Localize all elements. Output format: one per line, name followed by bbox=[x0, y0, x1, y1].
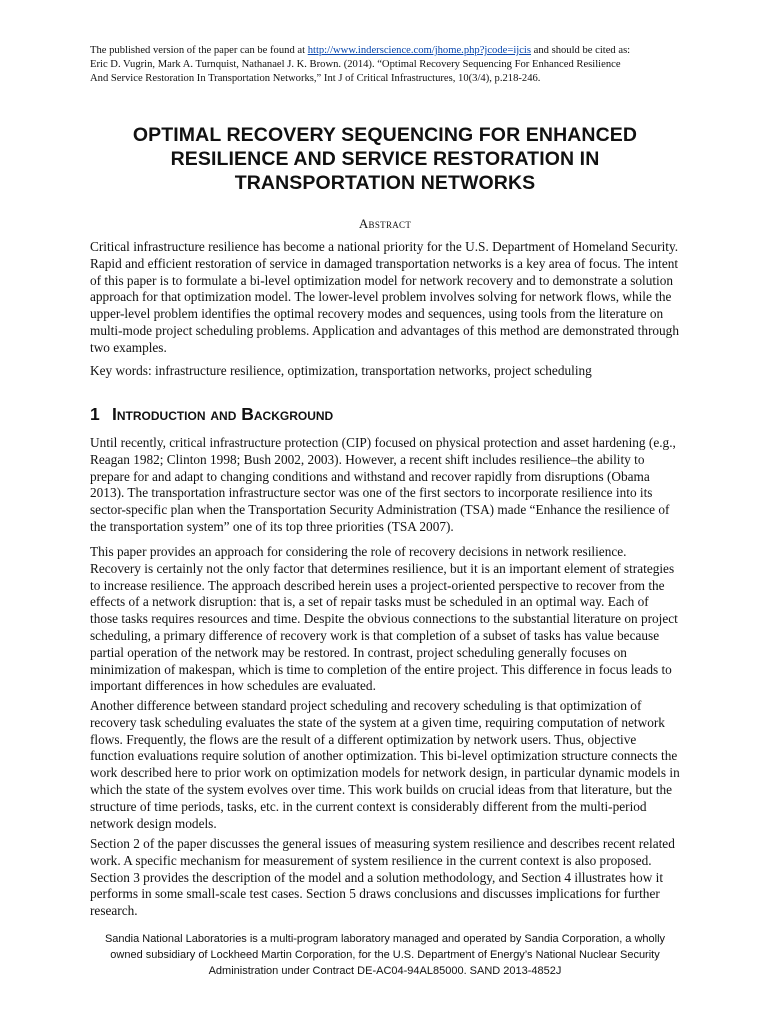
section-number: 1 bbox=[90, 404, 100, 424]
footer-line-1: Sandia National Laboratories is a multi-program laboratory managed and operated by Sandia Corporation, a wholly bbox=[104, 933, 666, 945]
section-title: Introduction and Background bbox=[112, 404, 334, 424]
footer-line-2: owned subsidiary of Lockheed Martin Corporation, for the U.S. Department of Energy’s National Nuclear Security bbox=[110, 949, 660, 961]
journal-link[interactable]: http://www.inderscience.com/jhome.php?jcode=ijcis bbox=[307, 45, 531, 56]
citation-line-1 bbox=[90, 44, 690, 58]
citation-line-2: Eric D. Vugrin, Mark A. Turnquist, Nathanael J. K. Brown. (2014). “Optimal Recovery Sequencing For Enhanced Resilience bbox=[90, 59, 621, 70]
body-paragraph: Section 2 of the paper discusses the general issues of measuring system resilience and describes recent related work. A specific mechanism for measurement of system resilience in the current context is also proposed. Section 3 provides the description of the model and a solution methodology, and Section 4 illustrates how it performs in some small-scale test cases. Section 5 draws conclusions and discusses implications for further research. bbox=[90, 836, 675, 919]
citation-prefix: The published version of the paper can be found at bbox=[90, 45, 308, 56]
abstract-heading: Abstract bbox=[358, 216, 412, 231]
body-paragraph: Another difference between standard project scheduling and recovery scheduling is that optimization of recovery task scheduling evaluates the state of the system at a given time, requiring computation of network flows. Frequently, the flows are the result of a different optimization by network users. Thus, objective function evaluations require solution of another optimization. This bi-level optimization structure connects the work described here to prior work on optimization models for network design, in particular dynamic models in which the state of the system evolves over time. This work builds on crucial ideas from that literature, but the structure of time periods, tasks, etc. in the current context is considerably different from the multi-period network design models. bbox=[90, 698, 680, 831]
footer-line-3: Administration under Contract DE-AC04-94AL85000. SAND 2013-4852J bbox=[208, 965, 562, 977]
abstract-text: Critical infrastructure resilience has become a national priority for the U.S. Department of Homeland Security. Rapid and efficient restoration of service in damaged transportation networks is a key area of focus. The intent of this paper is to formulate a bi-level optimization model for network recovery and to demonstrate a solution approach for that optimization model. The lower-level problem involves solving for network flows, while the upper-level problem identifies the optimal recovery modes and sequences, using tools from the literature on multi-mode project scheduling problems. Application and advantages of this method are demonstrated through two examples. bbox=[90, 239, 679, 355]
keywords: Key words: infrastructure resilience, optimization, transportation networks, project scheduling bbox=[90, 363, 592, 378]
citation-suffix: and should be cited as: bbox=[530, 45, 631, 56]
footer-note bbox=[80, 931, 690, 979]
section-heading bbox=[90, 404, 333, 425]
citation-line-3: And Service Restoration In Transportation Networks,” Int J of Critical Infrastructures, 10(3/4), p.218-246. bbox=[90, 73, 541, 84]
paper-title: OPTIMAL RECOVERY SEQUENCING FOR ENHANCED RESILIENCE AND SERVICE RESTORATION IN TRANSPORTATION NETWORKS bbox=[132, 124, 638, 194]
citation-block bbox=[90, 44, 690, 86]
body-paragraph: Until recently, critical infrastructure protection (CIP) focused on physical protection and asset hardening (e.g., Reagan 1982; Clinton 1998; Bush 2002, 2003). However, a recent shift includes resilience–the ability to prepare for and adapt to changing conditions and withstand and recover rapidly from disruptions (Obama 2013). The transportation infrastructure sector was one of the first sectors to incorporate resilience into its sector-specific plan when the Transportation Security Administration (TSA) made “Enhance the resilience of the transportation system” one of its top three priorities (TSA 2007). bbox=[90, 435, 676, 534]
body-paragraph: This paper provides an approach for considering the role of recovery decisions in network resilience. Recovery is certainly not the only factor that determines resilience, but it is an important element of strategies to increase resilience. The approach described herein uses a project-oriented perspective to recover from the effects of a network disruption: that is, a set of repair tasks must be scheduled in an optimal way. Each of those tasks requires resources and time. Despite the obvious connections to the substantial literature on project scheduling, a primary difference of recovery work is that completion of a subset of tasks has value because partial operation of the network may be restored. In contrast, project scheduling generally focuses on minimization of makespan, which is time to completion of the entire project. This difference in focus leads to important differences in how schedules are evaluated. bbox=[90, 544, 678, 694]
